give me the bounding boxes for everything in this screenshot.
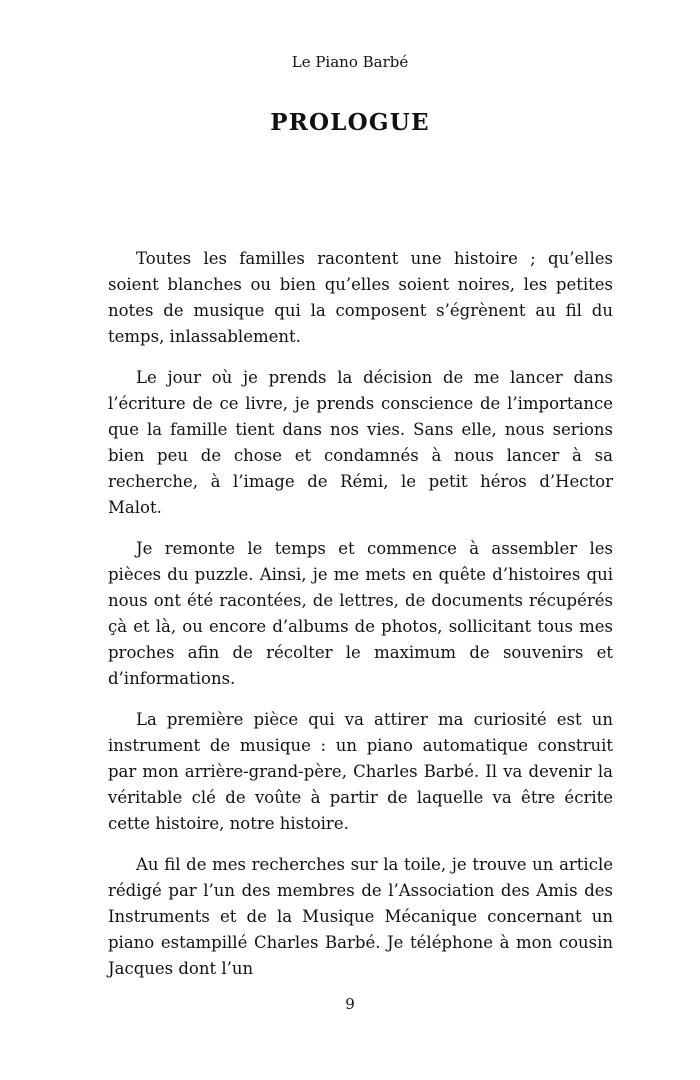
chapter-title: PROLOGUE	[270, 109, 430, 136]
paragraph: Le jour où je prends la décision de me lancer dans l’écriture de ce livre, je prends conscience de l’importance que la famille tient dans nos vies. Sans elle, nous serions bien peu de chose et condamnés à nous lancer à sa recherche, à l’image de Rémi, le petit héros d’Hector Malot.	[108, 368, 613, 517]
paragraph: Toutes les familles racontent une histoire ; qu’elles soient blanches ou bien qu’elles soient noires, les petites notes de musique qui la composent s’égrènent au fil du temps, inlassablement.	[108, 249, 613, 346]
body-text	[108, 246, 613, 997]
paragraph: La première pièce qui va attirer ma curiosité est un instrument de musique : un piano automatique construit par mon arrière-grand-père, Charles Barbé. Il va devenir la véritable clé de voûte à partir de laquelle va être écrite cette histoire, notre histoire.	[108, 710, 613, 833]
running-header: Le Piano Barbé	[291, 53, 409, 71]
paragraph: Je remonte le temps et commence à assembler les pièces du puzzle. Ainsi, je me mets en quête d’histoires qui nous ont été racontées, de lettres, de documents récupérés çà et là, ou encore d’albums de photos, sollicitant tous mes proches afin de récolter le maximum de souvenirs et d’informations.	[108, 539, 613, 688]
paragraph: Au fil de mes recherches sur la toile, je trouve un article rédigé par l’un des membres de l’Association des Amis des Instruments et de la Musique Mécanique concernant un piano estampillé Charles Barbé. Je téléphone à mon cousin Jacques dont l’un	[108, 855, 613, 978]
page-number: 9	[345, 995, 355, 1013]
